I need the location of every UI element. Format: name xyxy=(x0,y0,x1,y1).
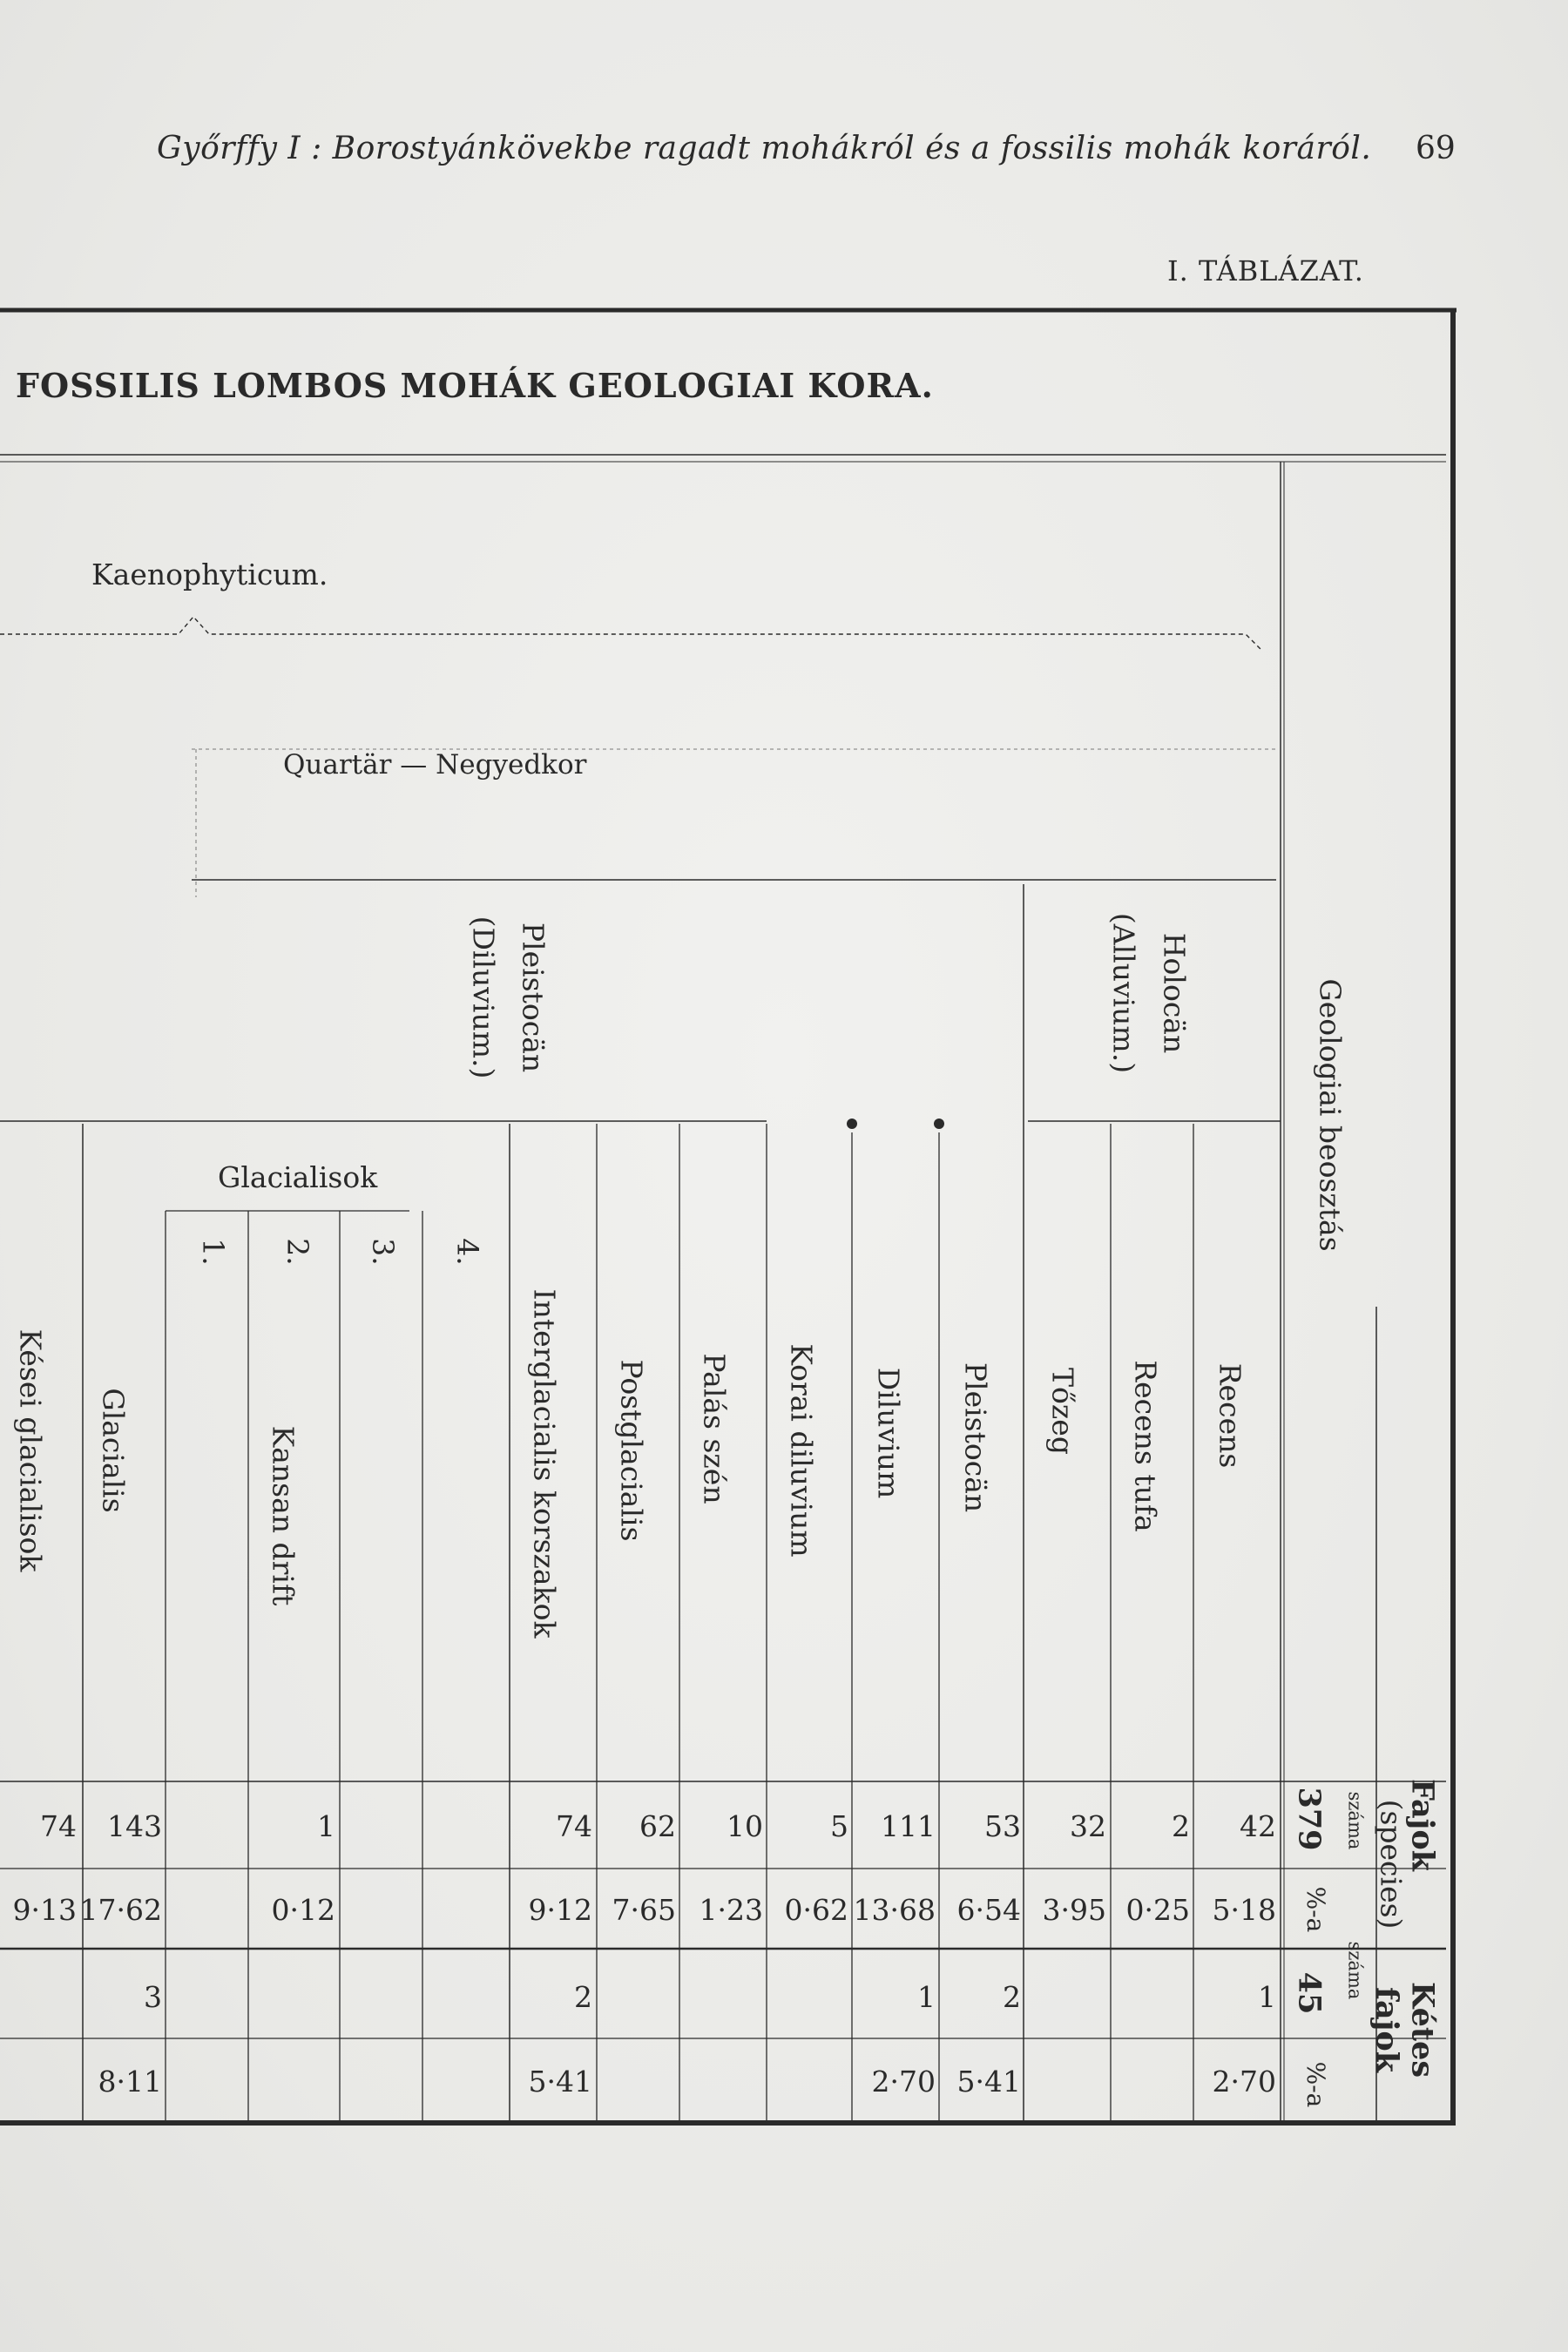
table-cell-fajok-szama: 1 xyxy=(317,1809,335,1843)
ketes-label: Kétes xyxy=(1404,1981,1441,2078)
table-cell-fajok-pct: 0·62 xyxy=(784,1893,848,1927)
table-cell-ketes-pct: 8·11 xyxy=(98,2065,162,2099)
table-cell-fajok-szama: 10 xyxy=(727,1809,763,1843)
table-cell-fajok-szama: 62 xyxy=(639,1809,676,1843)
glacial-number: 4. xyxy=(450,1238,485,1266)
kaenophyticum-label: Kaenophyticum. xyxy=(91,558,328,591)
table-cell-ketes-szama: 1 xyxy=(917,1980,936,2014)
table-cell-ketes-szama: 2 xyxy=(574,1980,592,2014)
table-cell-fajok-szama: 111 xyxy=(881,1809,936,1843)
fajok-total: 379 xyxy=(1291,1787,1328,1851)
table-cell-fajok-pct: 6·54 xyxy=(956,1893,1021,1927)
pleistocan-label: Pleistocän xyxy=(516,922,551,1073)
table-label: I. TÁBLÁZAT. xyxy=(1167,254,1364,287)
column-header: Tőzeg xyxy=(1045,1368,1080,1455)
ketes-pct-label: %-a xyxy=(1301,2061,1330,2108)
column-header: Recens tufa xyxy=(1128,1360,1163,1532)
table-cell-ketes-pct: 5·41 xyxy=(956,2065,1021,2099)
glacial-number: 1. xyxy=(196,1238,231,1266)
table-cell-fajok-szama: 5 xyxy=(830,1809,848,1843)
table-cell-fajok-pct: 9·13 xyxy=(12,1893,77,1927)
column-header: Interglacialis korszakok xyxy=(527,1288,562,1639)
ketes-szama-label: száma xyxy=(1344,1941,1366,2000)
fajok-szama-label: száma xyxy=(1344,1791,1366,1850)
table-cell-fajok-pct: 7·65 xyxy=(612,1893,676,1927)
ketes-total: 45 xyxy=(1291,1971,1328,2015)
glacial-number: 2. xyxy=(280,1238,315,1266)
glacial-number: 3. xyxy=(366,1238,401,1266)
table-cell-ketes-pct: 2·70 xyxy=(871,2065,936,2099)
table-cell-fajok-szama: 2 xyxy=(1172,1809,1190,1843)
quartar-label: Quartär — Negyedkor xyxy=(283,749,587,781)
table-cell-fajok-pct: 0·12 xyxy=(271,1893,335,1927)
table-cell-fajok-szama: 74 xyxy=(556,1809,592,1843)
table-cell-fajok-pct: 9·12 xyxy=(528,1893,592,1927)
table-cell-fajok-pct: 17·62 xyxy=(79,1893,162,1927)
alluvium-paren-label: (Alluvium.) xyxy=(1106,912,1141,1074)
table-cell-ketes-szama: 3 xyxy=(144,1980,162,2014)
column-header: Korai diluvium xyxy=(784,1343,819,1558)
table-cell-fajok-szama: 32 xyxy=(1070,1809,1106,1843)
table-cell-fajok-pct: 3·95 xyxy=(1042,1893,1106,1927)
table-cell-ketes-pct: 5·41 xyxy=(528,2065,592,2099)
page-number: 69 xyxy=(1416,131,1456,166)
column-header: Kansan drift xyxy=(266,1425,301,1606)
holocan-label: Holocän xyxy=(1157,932,1192,1054)
column-header: Recens xyxy=(1213,1362,1247,1469)
fajok-label: Fajok xyxy=(1404,1779,1441,1871)
table-cell-fajok-pct: 5·18 xyxy=(1212,1893,1276,1927)
diluvium-paren-label: (Diluvium.) xyxy=(466,916,501,1079)
fajok-species-label: (species) xyxy=(1374,1799,1409,1930)
table-cell-ketes-pct: 2·70 xyxy=(1212,2065,1276,2099)
table-cell-fajok-szama: 53 xyxy=(984,1809,1021,1843)
column-header: Glacialis xyxy=(96,1388,131,1513)
ketes-fajok-label: fajok xyxy=(1369,1987,1405,2072)
running-head: Győrffy I : Borostyánkövekbe ragadt mohákról és a fossilis mohák koráról. xyxy=(157,131,1372,166)
table-cell-fajok-szama: 42 xyxy=(1240,1809,1276,1843)
table-cell-fajok-szama: 143 xyxy=(107,1809,162,1843)
column-header: Kései glacialisok xyxy=(13,1328,48,1572)
table-title: FOSSILIS LOMBOS MOHÁK GEOLOGIAI KORA. xyxy=(16,366,934,405)
glacialisok-label: Glacialisok xyxy=(218,1160,378,1194)
table-cell-ketes-szama: 1 xyxy=(1258,1980,1276,2014)
column-header: Palás szén xyxy=(697,1353,732,1504)
table-cell-fajok-pct: 13·68 xyxy=(853,1893,936,1927)
geologiai-beosztas-label: Geologiai beosztás xyxy=(1313,978,1348,1252)
table-cell-fajok-pct: 0·25 xyxy=(1125,1893,1190,1927)
fajok-pct-label: %-a xyxy=(1301,1886,1330,1933)
column-header: Diluvium xyxy=(871,1367,906,1499)
table-cell-fajok-szama: 74 xyxy=(40,1809,77,1843)
column-header: Postglacialis xyxy=(614,1359,649,1542)
table-cell-fajok-pct: 1·23 xyxy=(699,1893,763,1927)
table-cell-ketes-szama: 2 xyxy=(1003,1980,1021,2014)
column-header: Pleistocän xyxy=(958,1362,993,1513)
